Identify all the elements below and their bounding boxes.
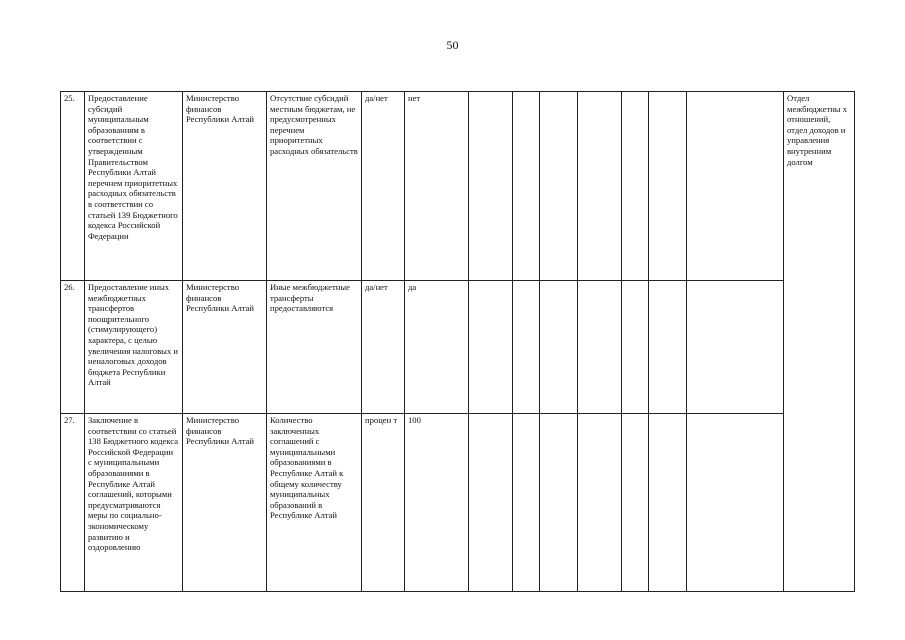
target-value: да — [405, 281, 469, 414]
empty-cell — [540, 281, 578, 414]
empty-cell — [649, 92, 687, 281]
table-row — [61, 414, 855, 592]
empty-cell — [469, 414, 513, 592]
empty-cell — [622, 281, 649, 414]
empty-cell — [687, 414, 784, 592]
empty-cell — [649, 414, 687, 592]
page-number: 50 — [446, 38, 459, 52]
executor: Министерство финансов Республики Алтай — [183, 414, 267, 592]
responsible-unit: Отдел межбюджетны х отношений, отдел доходов и управления внутренним долгом — [784, 92, 855, 592]
empty-cell — [469, 92, 513, 281]
empty-cell — [578, 281, 622, 414]
target-value: нет — [405, 92, 469, 281]
empty-cell — [687, 92, 784, 281]
row-number: 27. — [61, 414, 85, 592]
table-row — [61, 92, 855, 281]
measure-name: Предоставление иных межбюджетных трансфертов поощрительного (стимулирующего) характера, с целью увеличения налоговых и неналоговых доходов бюджета Республики Алтай — [85, 281, 183, 414]
empty-cell — [687, 281, 784, 414]
empty-cell — [649, 281, 687, 414]
executor: Министерство финансов Республики Алтай — [183, 92, 267, 281]
unit: процен т — [362, 414, 405, 592]
indicator: Иные межбюджетные трансферты предоставляются — [267, 281, 362, 414]
empty-cell — [622, 92, 649, 281]
empty-cell — [513, 92, 540, 281]
target-value: 100 — [405, 414, 469, 592]
empty-cell — [513, 281, 540, 414]
empty-cell — [578, 92, 622, 281]
empty-cell — [622, 414, 649, 592]
empty-cell — [540, 414, 578, 592]
measure-name: Предоставление субсидий муниципальным образованиям в соответствии с утвержденным Правительством Республики Алтай перечнем приоритетных расходных обязательств в соответствии со статьей 139 Бюджетного кодекса Российской Федерации — [85, 92, 183, 281]
measure-name: Заключение в соответствии со статьей 138 Бюджетного кодекса Российской Федерации с муниципальными образованиями в Республике Алтай соглашений, которыми предусматриваются меры по социально-экономическому развитию и оздоровлению — [85, 414, 183, 592]
empty-cell — [578, 414, 622, 592]
executor: Министерство финансов Республики Алтай — [183, 281, 267, 414]
empty-cell — [540, 92, 578, 281]
empty-cell — [513, 414, 540, 592]
budget-measures-table — [60, 91, 855, 592]
row-number: 26. — [61, 281, 85, 414]
indicator: Количество заключенных соглашений с муниципальными образованиями в Республике Алтай к общему количеству муниципальных образований в Республике Алтай — [267, 414, 362, 592]
row-number: 25. — [61, 92, 85, 281]
unit: да/нет — [362, 281, 405, 414]
unit: да/нет — [362, 92, 405, 281]
empty-cell — [469, 281, 513, 414]
indicator: Отсутствие субсидий местным бюджетам, не предусмотренных перечнем приоритетных расходных обязательств — [267, 92, 362, 281]
table-row — [61, 281, 855, 414]
